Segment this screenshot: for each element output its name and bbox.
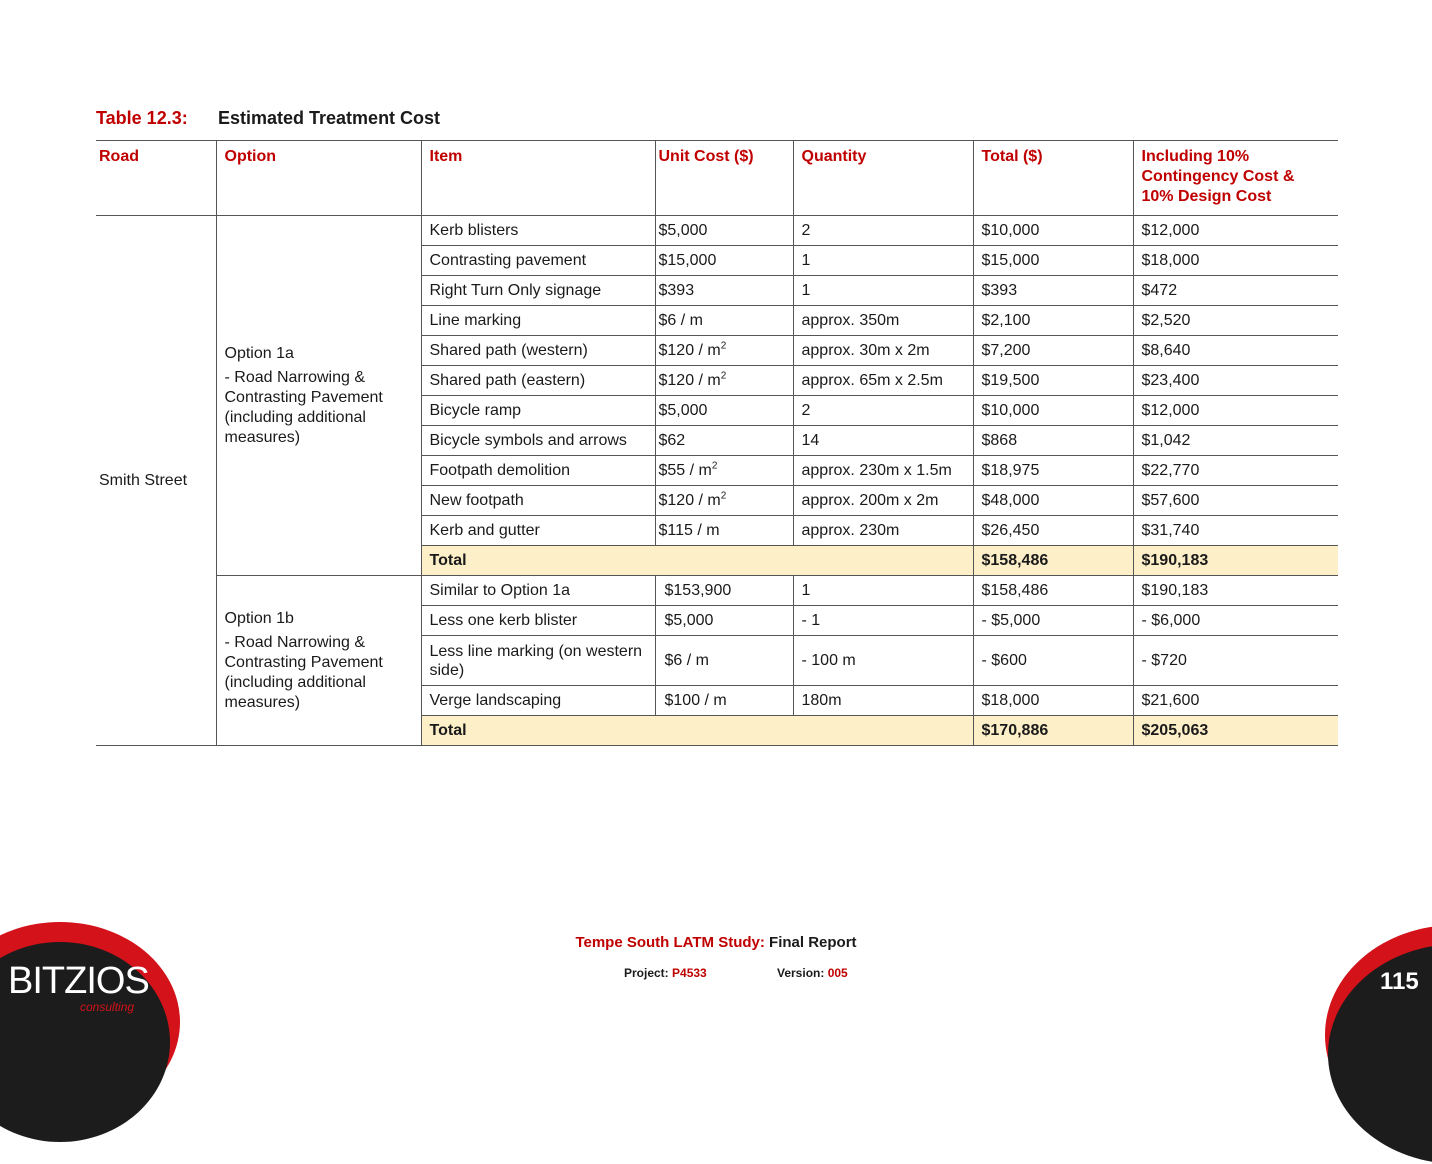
option-1b-cell — [216, 576, 421, 746]
total-cell: $26,450 — [973, 516, 1133, 546]
unit-cost-cell: $55 / $m^2$ — [655, 456, 793, 486]
unit-cost-cell: $100 / m — [655, 686, 793, 716]
total-label: Total — [421, 716, 973, 746]
unit-cost-cell: $5,000 — [655, 396, 793, 426]
unit-cost-cell: $6 / m — [655, 306, 793, 336]
unit-cost-cell: $393 — [655, 276, 793, 306]
quantity-cell: 180m — [793, 686, 973, 716]
total-cell: $7,200 — [973, 336, 1133, 366]
including-cell: $12,000 — [1133, 216, 1338, 246]
unit-cost-cell: $62 — [655, 426, 793, 456]
total-cell: $15,000 — [973, 246, 1133, 276]
item-cell: Shared path (western) — [421, 336, 655, 366]
header-row — [96, 141, 1338, 216]
total-including: $205,063 — [1133, 716, 1338, 746]
total-label: Total — [421, 546, 973, 576]
option-1a-desc: - Road Narrowing & Contrasting Pavement (including additional measures) — [224, 368, 383, 446]
footer-title — [0, 934, 1432, 951]
quantity-cell: approx. 30m x 2m — [793, 336, 973, 366]
including-cell: $8,640 — [1133, 336, 1338, 366]
unit-cost-cell: $120 / $m^2$ — [655, 486, 793, 516]
version-value: 005 — [827, 966, 848, 980]
unit-cost-cell: $15,000 — [655, 246, 793, 276]
total-cell: - $5,000 — [973, 606, 1133, 636]
quantity-cell: approx. 230m x 1.5m — [793, 456, 973, 486]
including-cell: $18,000 — [1133, 246, 1338, 276]
quantity-cell: 2 — [793, 396, 973, 426]
item-cell: Shared path (eastern) — [421, 366, 655, 396]
quantity-cell: 1 — [793, 246, 973, 276]
total-including: $190,183 — [1133, 546, 1338, 576]
page-number: 115 — [1380, 968, 1419, 995]
footer-project — [624, 966, 707, 980]
company-logo: BITZIOS — [8, 960, 149, 1002]
total-cell: $868 — [973, 426, 1133, 456]
header-item: Item — [421, 141, 655, 216]
total-value: $158,486 — [973, 546, 1133, 576]
including-cell: $31,740 — [1133, 516, 1338, 546]
option-1a-cell — [216, 216, 421, 576]
footer-version — [777, 966, 848, 980]
including-cell: $472 — [1133, 276, 1338, 306]
item-cell: Less one kerb blister — [421, 606, 655, 636]
item-cell: Contrasting pavement — [421, 246, 655, 276]
unit-cost-cell: $6 / m — [655, 636, 793, 686]
unit-cost-cell: $120 / $m^2$ — [655, 366, 793, 396]
including-cell: $57,600 — [1133, 486, 1338, 516]
including-cell: - $6,000 — [1133, 606, 1338, 636]
total-cell: $393 — [973, 276, 1133, 306]
total-value: $170,886 — [973, 716, 1133, 746]
header-road: Road — [96, 141, 216, 216]
table-row — [96, 576, 1338, 606]
item-cell: Bicycle ramp — [421, 396, 655, 426]
cost-table — [96, 140, 1338, 746]
unit-cost-cell: $153,900 — [655, 576, 793, 606]
header-option: Option — [216, 141, 421, 216]
table-number: Table 12.3: — [96, 108, 188, 128]
footer-colon: : — [759, 934, 765, 951]
project-label: Project: — [624, 966, 669, 980]
header-unit-cost: Unit Cost ($) — [655, 141, 793, 216]
total-cell: $18,000 — [973, 686, 1133, 716]
table-title: Estimated Treatment Cost — [218, 108, 441, 128]
table-row — [96, 216, 1338, 246]
including-cell: $21,600 — [1133, 686, 1338, 716]
unit-cost-cell: $5,000 — [655, 606, 793, 636]
including-cell: $12,000 — [1133, 396, 1338, 426]
quantity-cell: 1 — [793, 276, 973, 306]
header-including: Including 10% Contingency Cost & 10% Design Cost — [1133, 141, 1338, 216]
unit-cost-cell: $5,000 — [655, 216, 793, 246]
header-quantity: Quantity — [793, 141, 973, 216]
including-cell: $22,770 — [1133, 456, 1338, 486]
total-cell: $18,975 — [973, 456, 1133, 486]
project-value: P4533 — [672, 966, 707, 980]
item-cell: Verge landscaping — [421, 686, 655, 716]
quantity-cell: 14 — [793, 426, 973, 456]
footer-report: Final Report — [764, 934, 857, 951]
item-cell: Footpath demolition — [421, 456, 655, 486]
total-cell: $10,000 — [973, 396, 1133, 426]
footer-study: Tempe South LATM Study — [575, 934, 760, 951]
item-cell: Less line marking (on western side) — [421, 636, 655, 686]
item-cell: Kerb blisters — [421, 216, 655, 246]
unit-cost-cell: $120 / $m^2$ — [655, 336, 793, 366]
total-cell: - $600 — [973, 636, 1133, 686]
header-total: Total ($) — [973, 141, 1133, 216]
item-cell: Similar to Option 1a — [421, 576, 655, 606]
quantity-cell: - 1 — [793, 606, 973, 636]
road-cell: Smith Street — [96, 216, 216, 746]
including-cell: $190,183 — [1133, 576, 1338, 606]
quantity-cell: approx. 350m — [793, 306, 973, 336]
company-logo-sub: consulting — [80, 1000, 135, 1014]
quantity-cell: approx. 200m x 2m — [793, 486, 973, 516]
including-cell: $1,042 — [1133, 426, 1338, 456]
including-cell: $23,400 — [1133, 366, 1338, 396]
unit-cost-cell: $115 / m — [655, 516, 793, 546]
table-caption — [96, 108, 440, 129]
total-cell: $2,100 — [973, 306, 1133, 336]
quantity-cell: approx. 230m — [793, 516, 973, 546]
item-cell: Kerb and gutter — [421, 516, 655, 546]
item-cell: New footpath — [421, 486, 655, 516]
item-cell: Line marking — [421, 306, 655, 336]
including-cell: $2,520 — [1133, 306, 1338, 336]
total-cell: $158,486 — [973, 576, 1133, 606]
including-cell: - $720 — [1133, 636, 1338, 686]
total-cell: $10,000 — [973, 216, 1133, 246]
option-1b-label: Option 1b — [224, 609, 294, 627]
quantity-cell: 1 — [793, 576, 973, 606]
quantity-cell: approx. 65m x 2.5m — [793, 366, 973, 396]
quantity-cell: - 100 m — [793, 636, 973, 686]
item-cell: Bicycle symbols and arrows — [421, 426, 655, 456]
item-cell: Right Turn Only signage — [421, 276, 655, 306]
total-cell: $19,500 — [973, 366, 1133, 396]
option-1a-label: Option 1a — [224, 344, 294, 362]
option-1b-desc: - Road Narrowing & Contrasting Pavement (including additional measures) — [224, 633, 383, 711]
quantity-cell: 2 — [793, 216, 973, 246]
total-cell: $48,000 — [973, 486, 1133, 516]
version-label: Version: — [777, 966, 825, 980]
